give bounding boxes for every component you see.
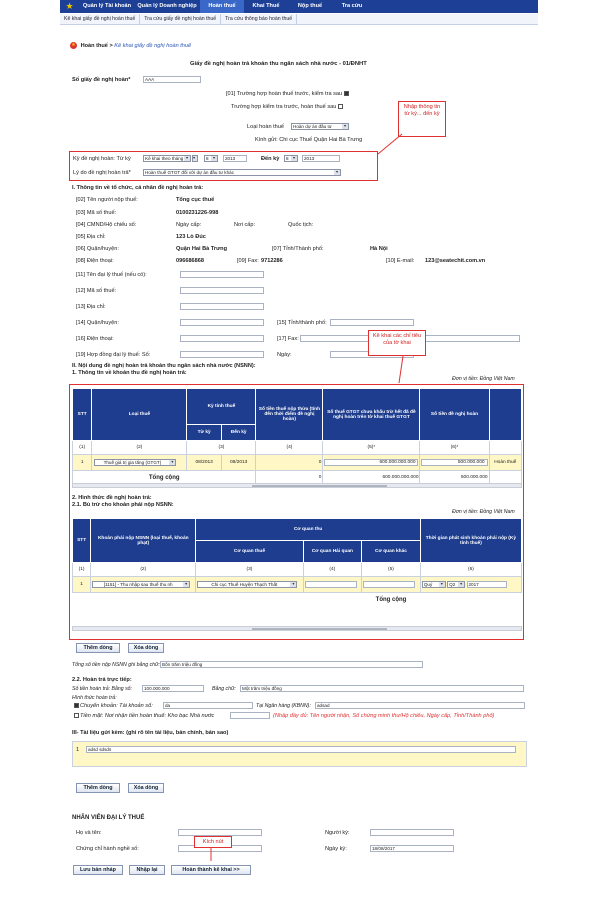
agent-addr-label: [13] Địa chỉ: — [76, 304, 106, 310]
section3-h1: 2. Hình thức đề nghị hoàn trả: — [72, 495, 152, 501]
nav-item-pay[interactable]: Nộp thuế — [297, 3, 323, 9]
agent-contract-label: [19] Hợp đồng đại lý thuế: Số: — [76, 352, 151, 358]
ck-input[interactable]: da — [163, 702, 253, 709]
row2-cq-cell — [196, 577, 303, 593]
so-giay-label: Số giấy đề nghị hoàn* — [72, 77, 131, 83]
th2-khoan: Khoản phải nộp NSNN (loại thuế, khoản phạt) — [91, 519, 196, 563]
th-thua: Số tiền thuế nộp thừa (tính đến thời điểm đề nghị hoàn) — [256, 389, 323, 441]
callout-arrow-period — [370, 132, 410, 158]
subnav-lookup-refund[interactable]: Tra cứu giấy đề nghị hoàn thuế — [140, 14, 221, 24]
agent-mst-label: [12] Mã số thuế: — [76, 288, 117, 294]
ly-do-select[interactable]: Hoàn thuế GTGT đối với dự án đầu tư khác ▼ — [143, 169, 341, 176]
refund-first-checkbox[interactable] — [344, 91, 349, 96]
th2-cq: Cơ quan thu — [196, 519, 420, 541]
section2-sub: 1. Thông tin về khoản thu đề nghị hoàn trả: — [72, 370, 187, 376]
den-ky-label: Đến kỳ — [261, 156, 280, 162]
attachment-no: 1 — [76, 747, 80, 753]
agent-fax-label: [17] Fax: — [277, 336, 299, 342]
fax-label: [09] Fax: — [237, 258, 259, 264]
col2-num-1: (1) — [73, 563, 91, 577]
tinh-value: Hà Nội — [370, 246, 388, 252]
staff-name-input[interactable] — [178, 829, 262, 836]
ky-to-year[interactable]: 2013 — [302, 155, 340, 162]
ly-do-label: Lý do đề nghị hoàn trả* — [73, 170, 131, 176]
quoc-tich-label: Quốc tịch: — [288, 222, 314, 228]
bangchu-input[interactable]: Bốn trăm triệu đồng — [160, 661, 423, 668]
delete-row-button[interactable]: Xóa dòng — [128, 643, 164, 653]
th-loai: Loại thuế — [92, 389, 187, 441]
row2-stt: 1 — [73, 577, 91, 593]
section5-heading: III- Tài liệu gửi kèm: (ghi rõ tên tài liệu, bản chính, bản sao) — [72, 730, 229, 736]
row2-hq-input[interactable] — [305, 581, 357, 588]
th-stt: STT — [73, 389, 92, 441]
section4-heading: 2.2. Hoàn trả trực tiếp: — [72, 677, 132, 683]
row-den: 08/2013 — [221, 455, 256, 471]
agent-name-input[interactable] — [180, 271, 264, 278]
row2-time-cell — [420, 577, 521, 593]
ck-label: Chuyển khoản: Tài khoản số: — [80, 703, 153, 709]
breadcrumb-home[interactable]: Hoàn thuế > — [80, 42, 113, 49]
row2-cq-select[interactable]: Chi cục Thuế Huyện Thạch Thất ▼ — [197, 581, 297, 588]
loai-select[interactable]: Hoàn dự án đầu tư ▼ — [291, 123, 349, 130]
signer-label: Người ký: — [325, 830, 350, 836]
col-num-4: (4) — [256, 441, 323, 455]
cchn-label: Chứng chỉ hành nghề số: — [76, 846, 139, 852]
col-num-5: (5)* — [323, 441, 420, 455]
sign-date-label: Ngày ký: — [325, 846, 347, 852]
cmnd-label: [04] CMND/Hộ chiếu số: — [76, 222, 137, 228]
agent-name-label: [11] Tên đại lý thuế (nếu có): — [76, 272, 147, 278]
hinh-thuc-label: Hình thức hoàn trả: — [72, 695, 117, 701]
attachment-input[interactable]: adsd sdsds — [86, 746, 516, 753]
th2-time: Thời gian phát sinh khoản phải nộp (Kỳ tính thuế) — [420, 519, 521, 563]
top-nav — [60, 0, 538, 13]
ky-from-year[interactable]: 2013 — [223, 155, 247, 162]
delete-row-button-2[interactable]: Xóa dòng — [128, 783, 164, 793]
tnt-value: Tổng cục thuế — [176, 197, 215, 203]
refund-table-scrollbar[interactable] — [72, 483, 522, 488]
quan-label: [06] Quận/huyện: — [76, 246, 119, 252]
table-row — [73, 577, 522, 593]
bang-chu-input[interactable]: Một trăm triệu đồng — [240, 685, 524, 692]
callout-arrow-table — [395, 355, 415, 385]
option-check-first — [231, 104, 344, 110]
col2-num-4: (4) — [303, 563, 362, 577]
mst-value: 0100231226-998 — [176, 210, 219, 216]
option-refund-first-label: [01] Trường hợp hoàn thuế trước, kiểm tra sau — [226, 91, 343, 97]
tinh-label: [07] Tỉnh/Thành phố: — [272, 246, 324, 252]
sign-date-input[interactable]: 18/08/2017 — [370, 845, 454, 852]
email-label: [10] E-mail: — [386, 258, 415, 264]
col-num-7 — [489, 441, 521, 455]
total-hoan: 500.000.000 — [420, 471, 489, 485]
so-tien-input[interactable]: 100.000.000 — [142, 685, 204, 692]
row-extra: Hoàn thuế — [489, 455, 521, 471]
th-ky: Kỳ tính thuế — [187, 389, 256, 425]
col2-num-6: (6) — [420, 563, 521, 577]
ngay-cap-label: Ngày cấp: — [176, 222, 202, 228]
callout-table: Kê khai các chỉ tiêu của tờ khai — [368, 330, 426, 356]
th-gtgt: Số thuế GTGT chưa khấu trừ hết đã đề nghị hoàn trên tờ khai thuế GTGT — [323, 389, 420, 441]
col-num-6: (6)* — [420, 441, 489, 455]
col2-num-3: (3) — [196, 563, 303, 577]
agent-contract-input[interactable] — [180, 351, 264, 358]
loai-label: Loại hoàn thuế — [247, 124, 285, 130]
subnav-lookup-notice[interactable]: Tra cứu thông báo hoàn thuế — [221, 14, 297, 24]
refund-table — [72, 388, 522, 485]
nav-item-account[interactable]: Quản lý Tài khoản — [82, 3, 132, 9]
th-den-ky: Đến kỳ — [221, 425, 256, 441]
breadcrumb — [70, 42, 191, 49]
callout-period: Nhập thông tin từ kỳ... đến kỳ — [398, 101, 446, 137]
callout-button: Kích nút — [194, 836, 232, 848]
ky-from-month[interactable]: 8 ▼ — [204, 155, 218, 162]
section2-unit: Đơn vị tiền: Đồng Việt Nam — [452, 376, 515, 382]
quan-value: Quận Hai Bà Trưng — [176, 246, 227, 252]
row2-ky-select[interactable]: Quý ▼ — [422, 581, 446, 588]
th-tu-ky: Từ kỳ — [187, 425, 222, 441]
dia-chi-value: 123 Lò Đúc — [176, 234, 206, 240]
option-check-first-label: Trường hợp kiểm tra trước, hoàn thuế sau — [231, 104, 337, 110]
row-hoan — [420, 455, 489, 471]
fax-value: 9712286 — [261, 258, 283, 264]
row2-khoan-select[interactable]: [1151] - Thu nhập sau thuế thu nh ▼ — [92, 581, 190, 588]
staff-name-label: Họ và tên: — [76, 830, 102, 836]
row2-khac-input[interactable] — [363, 581, 415, 588]
add-row-button-2[interactable]: Thêm dòng — [76, 783, 120, 793]
ky-to-month[interactable]: 8 ▼ — [284, 155, 298, 162]
agent-mst-input[interactable] — [180, 287, 264, 294]
attachments-box — [72, 741, 527, 767]
th2-cq-hq: Cơ quan Hải quan — [303, 541, 362, 563]
th2-stt: STT — [73, 519, 91, 563]
nav-item-lookup[interactable]: Tra cứu — [341, 3, 363, 9]
ngan-hang-label: Tại Ngân hàng (KBNN): — [256, 703, 311, 709]
row-tu: 08/2013 — [187, 455, 222, 471]
subnav-declare-refund[interactable]: Kê khai giấy đề nghị hoàn thuế — [60, 14, 140, 24]
agent-province-label: [15] Tỉnh/thành phố: — [277, 320, 327, 326]
table-row — [73, 455, 522, 471]
offset-table-scrollbar[interactable] — [72, 626, 522, 631]
total-thua: 0 — [256, 471, 323, 485]
section2-heading: II. Nội dung đề nghị hoàn trả khoản thu ngân sách nhà nước (NSNN): — [72, 363, 256, 369]
agent-staff-heading: NHÂN VIÊN ĐẠI LÝ THUẾ — [72, 815, 145, 821]
th2-cq-khac: Cơ quan khác — [362, 541, 421, 563]
option-refund-first — [226, 91, 350, 97]
row-loai-cell — [92, 455, 187, 471]
row2-year-input[interactable]: 2017 — [467, 581, 507, 588]
tm-hint: (Nhập đầy đủ: Tên người nhận, Số chứng minh thư/Hộ chiếu, Ngày cấp, Tỉnh/Thành phố) — [273, 713, 495, 719]
col2-num-2: (2) — [91, 563, 196, 577]
offset-table — [72, 518, 522, 607]
nav-item-business[interactable]: Quản lý Doanh nghiệp — [137, 3, 197, 9]
tm-input[interactable] — [230, 712, 270, 719]
th2-cq-thue: Cơ quan thuế — [196, 541, 303, 563]
add-row-button[interactable]: Thêm dòng — [76, 643, 120, 653]
so-tien-label: Số tiền hoàn trả: Bằng số: — [72, 686, 132, 692]
agent-province-input[interactable] — [330, 319, 414, 326]
ky-type-arrow[interactable] — [192, 155, 198, 162]
so-giay-input[interactable]: AAA — [143, 76, 201, 83]
row-thua: 0 — [256, 455, 323, 471]
bang-chu-label: Bằng chữ: — [212, 686, 236, 692]
ck-row — [74, 703, 153, 709]
dien-thoai-label: [08] Điện thoại: — [76, 258, 114, 264]
agent-date-label: Ngày: — [277, 352, 292, 358]
row-loai-select[interactable]: Thuế giá trị gia tăng (GTGT) ▼ — [94, 459, 176, 466]
ky-label: Kỳ đề nghị hoàn: Từ kỳ — [73, 156, 131, 162]
agent-phone-input[interactable] — [180, 335, 264, 342]
row-stt: 1 — [73, 455, 92, 471]
agent-district-label: [14] Quận/huyện: — [76, 320, 119, 326]
breadcrumb-current[interactable]: Kê khai giấy đề nghị hoàn thuế — [114, 42, 192, 49]
th-hoan: Số tiền đề nghị hoàn — [420, 389, 489, 441]
section3-unit: Đơn vị tiền: Đồng Việt Nam — [452, 509, 515, 515]
total-label: Tổng cộng — [73, 471, 256, 485]
col-num-2: (2) — [92, 441, 187, 455]
total-row — [73, 593, 522, 607]
row2-khac-cell — [362, 577, 421, 593]
reset-button[interactable]: Nhập lại — [129, 865, 165, 875]
agent-phone-label: [16] Điện thoại: — [76, 336, 114, 342]
save-draft-button[interactable]: Lưu bản nháp — [73, 865, 123, 875]
email-value: 123@seatechit.com.vn — [425, 258, 486, 264]
agent-addr-input[interactable] — [180, 303, 264, 310]
tnt-label: [02] Tên người nộp thuế: — [76, 197, 138, 203]
th-extra — [489, 389, 521, 441]
row2-hq-cell — [303, 577, 362, 593]
dien-thoai-value: 096686868 — [176, 258, 204, 264]
col2-num-5: (5) — [362, 563, 421, 577]
signer-input[interactable] — [370, 829, 454, 836]
callout-arrow-button — [205, 847, 217, 863]
tm-checkbox[interactable] — [74, 713, 79, 718]
ck-checkbox[interactable] — [74, 703, 79, 708]
agent-district-input[interactable] — [180, 319, 264, 326]
noi-cap-label: Nơi cấp: — [234, 222, 256, 228]
nav-item-declare[interactable]: Khai Thuế — [252, 3, 280, 9]
emblem-icon: ★ — [71, 42, 76, 48]
row-gtgt — [323, 455, 420, 471]
finish-button[interactable]: Hoàn thành kê khai >> — [171, 865, 251, 875]
mst-label: [03] Mã số thuế: — [76, 210, 117, 216]
row2-q-select[interactable]: Q2 ▼ — [447, 581, 465, 588]
row-hoan-input[interactable]: 500.000.000 — [421, 459, 487, 466]
logo-icon[interactable]: ★ — [65, 1, 74, 11]
ngan-hang-input[interactable]: adsad — [315, 702, 525, 709]
ky-type-select[interactable]: Kê khai theo tháng ▼ — [143, 155, 191, 162]
total-gtgt: 600.000.000.000 — [323, 471, 420, 485]
row2-khoan-cell — [91, 577, 196, 593]
sub-nav — [60, 14, 538, 25]
total2-label: Tổng cộng — [375, 596, 407, 603]
check-first-checkbox[interactable] — [338, 104, 343, 109]
row-gtgt-input[interactable]: 600.000.000.000 — [324, 459, 418, 466]
bangchu-label: Tổng số tiền nộp NSNN ghi bằng chữ: — [72, 662, 160, 668]
form-title: Giấy đề nghị hoàn trả khoản thu ngân sách nhà nước - 01/ĐNHT — [190, 61, 367, 67]
kinh-gui: Kính gửi: Chi cục Thuế Quận Hai Bà Trưng — [255, 137, 363, 143]
col-num-3: (3) — [187, 441, 256, 455]
col-num-1: (1) — [73, 441, 92, 455]
section3-h2: 2.1. Bù trừ cho khoản phải nộp NSNN: — [72, 502, 174, 508]
dia-chi-label: [05] Địa chỉ: — [76, 234, 106, 240]
section1-heading: I. Thông tin về tổ chức, cá nhân đề nghị hoàn trả: — [72, 185, 204, 191]
nav-item-refund[interactable]: Hoàn thuế — [200, 0, 244, 13]
tm-row — [74, 713, 214, 719]
tm-label: Tiền mặt: Nơi nhận tiền hoàn thuế: Kho bạc Nhà nước — [80, 713, 215, 719]
